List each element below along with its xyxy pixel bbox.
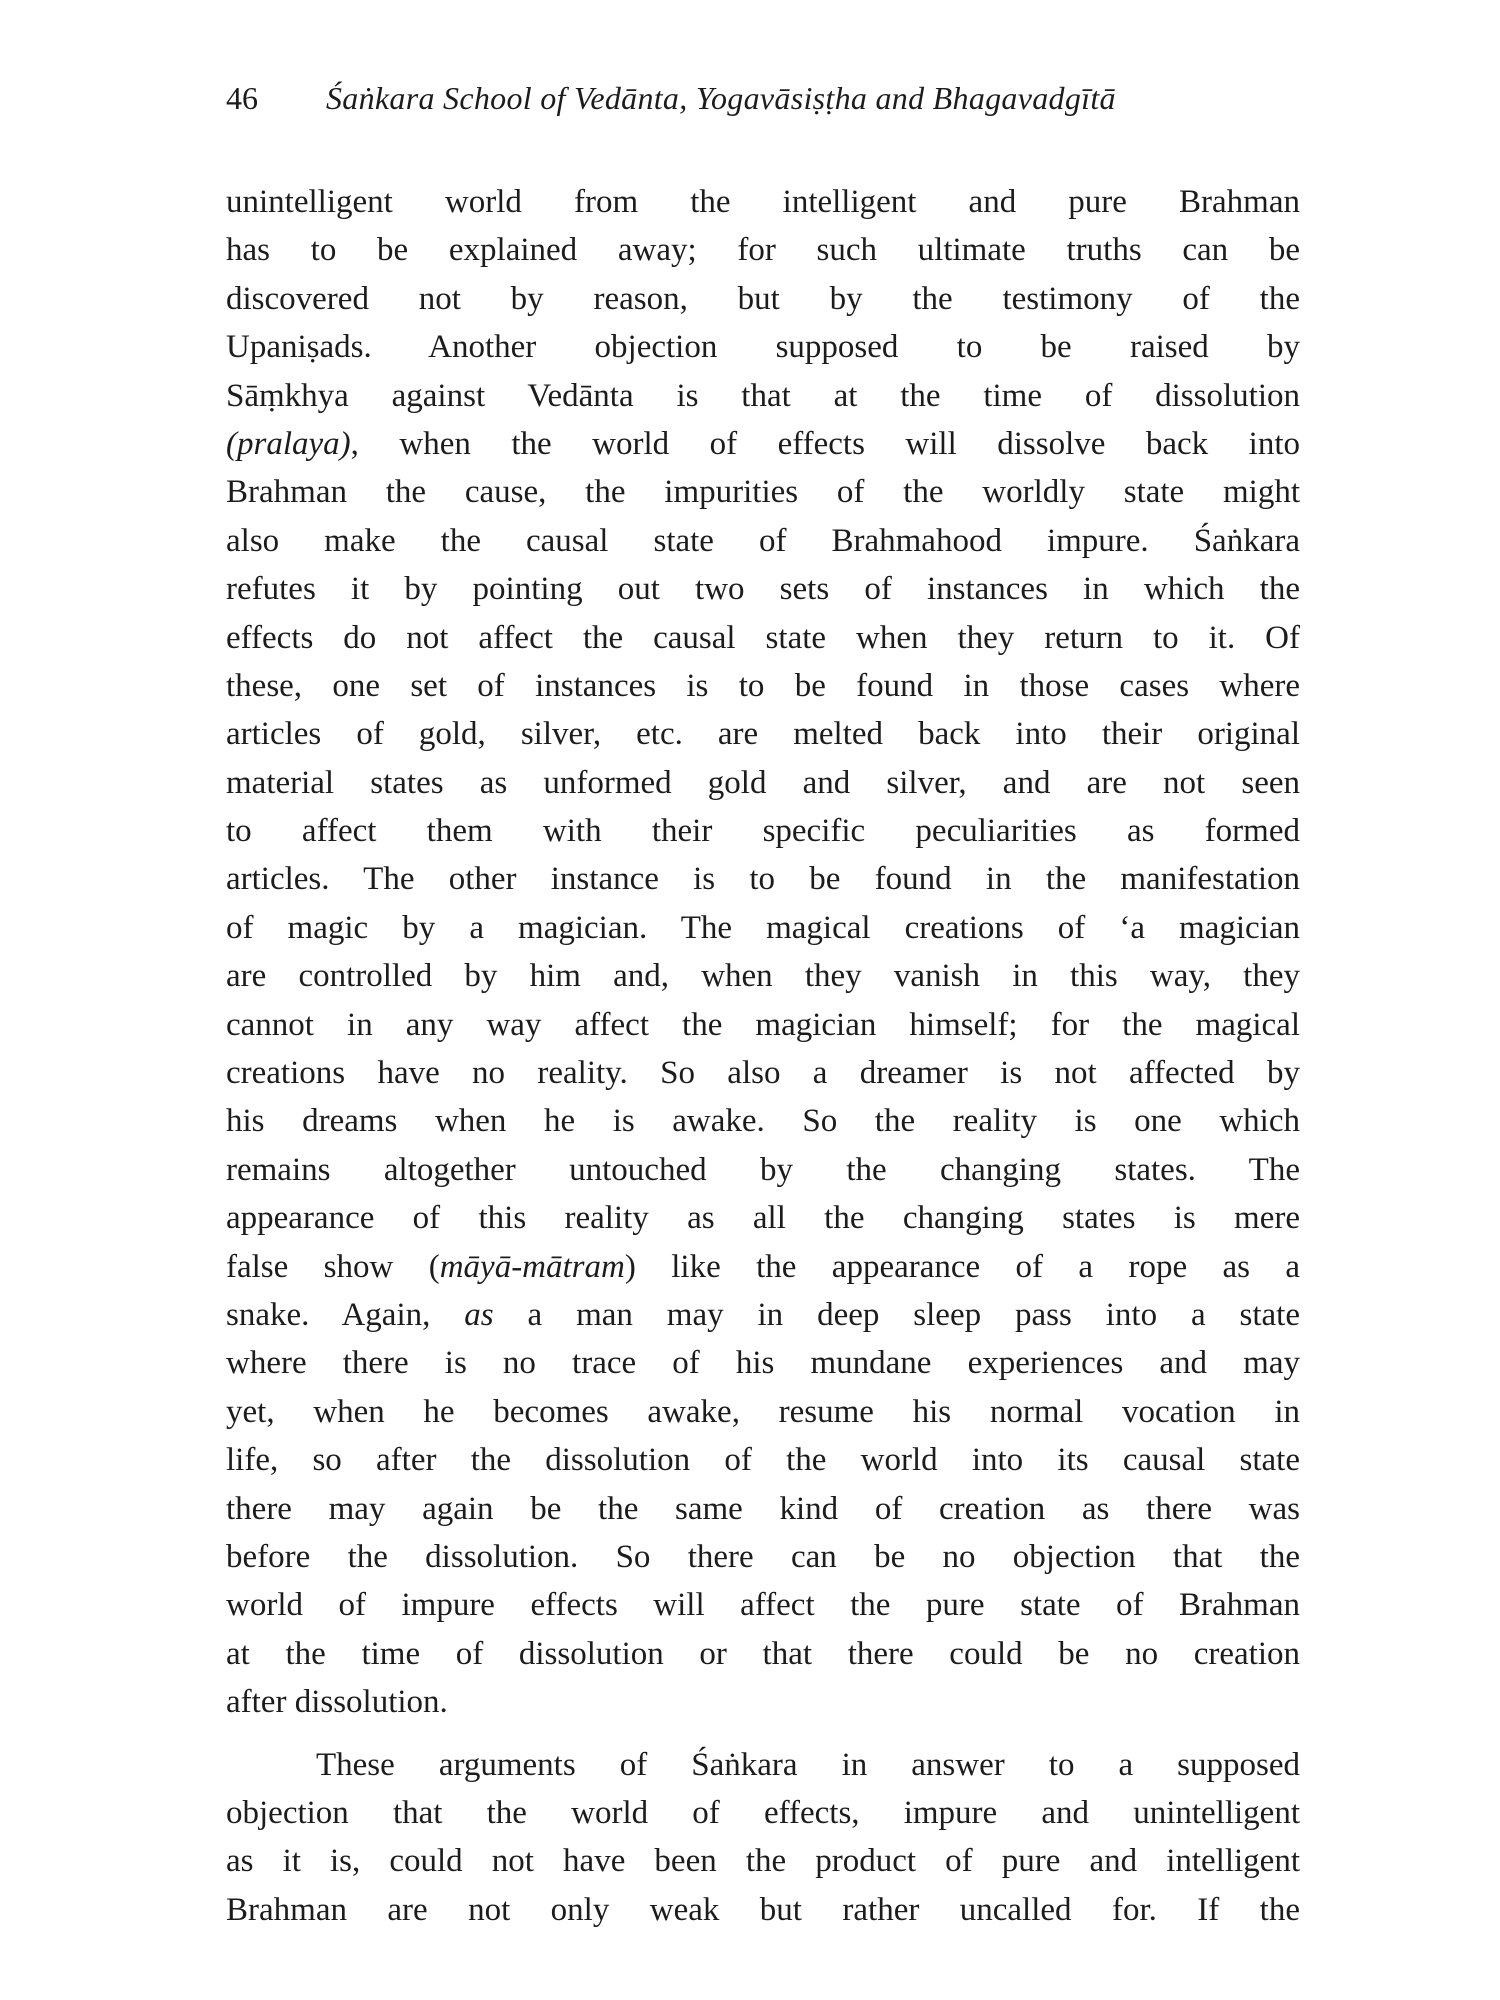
text-line: are controlled by him and, when they vanish in this way, they — [226, 958, 1300, 995]
text-line: to affect them with their specific peculiarities as formed — [226, 813, 1300, 850]
text-line — [226, 420, 1300, 468]
text-line: articles. The other instance is to be found in the manifestation — [226, 861, 1300, 898]
italic-term: (pralaya) — [226, 425, 351, 462]
running-head — [226, 80, 1300, 130]
text-line: appearance of this reality as all the changing states is mere — [226, 1200, 1300, 1237]
text-segment: ) like the appearance of a rope as a — [624, 1248, 1300, 1285]
text-line: creations have no reality. So also a dreamer is not affected by — [226, 1055, 1300, 1092]
text-line: discovered not by reason, but by the testimony of the — [226, 280, 1300, 317]
text-line — [226, 1291, 1300, 1339]
text-line: also make the causal state of Brahmahood impure. Śaṅkara — [226, 522, 1300, 559]
text-line: at the time of dissolution or that there could be no creation — [226, 1635, 1300, 1672]
text-line: material states as unformed gold and silver, and are not seen — [226, 764, 1300, 801]
text-line: where there is no trace of his mundane experiences and may — [226, 1345, 1300, 1382]
text-line: articles of gold, silver, etc. are melted back into their original — [226, 716, 1300, 753]
paragraph-1 — [226, 178, 1300, 1727]
text-segment: , when the world of effects will dissolve back into — [350, 425, 1300, 462]
text-line: remains altogether untouched by the changing states. The — [226, 1151, 1300, 1188]
text-line: after dissolution. — [226, 1684, 448, 1721]
running-title: Śaṅkara School of Vedānta, Yogavāsiṣṭha and Bhagavadgītā — [326, 80, 1116, 116]
text-line: effects do not affect the causal state when they return to it. Of — [226, 619, 1300, 656]
text-line: Upaniṣads. Another objection supposed to be raised by — [226, 329, 1300, 366]
text-line: objection that the world of effects, impure and unintelligent — [226, 1794, 1300, 1831]
text-line: life, so after the dissolution of the world into its causal state — [226, 1442, 1300, 1479]
text-line: cannot in any way affect the magician himself; for the magical — [226, 1006, 1300, 1043]
text-segment: false show ( — [226, 1248, 440, 1285]
italic-term: māyā-mātram — [439, 1248, 625, 1285]
body-text — [226, 178, 1300, 1934]
text-line — [226, 1243, 1300, 1291]
text-line: Brahman the cause, the impurities of the worldly state might — [226, 474, 1300, 511]
paragraph-2 — [226, 1741, 1300, 1935]
text-line: yet, when he becomes awake, resume his normal vocation in — [226, 1393, 1300, 1430]
text-line: before the dissolution. So there can be no objection that the — [226, 1538, 1300, 1575]
text-line: These arguments of Śaṅkara in answer to a supposed — [316, 1746, 1300, 1783]
page-number: 46 — [226, 80, 258, 116]
text-line: has to be explained away; for such ultimate truths can be — [226, 232, 1300, 269]
paragraph-gap — [226, 1727, 1300, 1741]
text-line: Brahman are not only weak but rather uncalled for. If the — [226, 1891, 1300, 1928]
italic-term: as — [464, 1296, 494, 1333]
text-segment: snake. Again, — [226, 1296, 465, 1333]
text-line: of magic by a magician. The magical creations of ‘a magician — [226, 909, 1300, 946]
text-segment: a man may in deep sleep pass into a state — [493, 1296, 1300, 1333]
text-line: there may again be the same kind of creation as there was — [226, 1490, 1300, 1527]
text-line: these, one set of instances is to be found in those cases where — [226, 667, 1300, 704]
text-line: Sāṃkhya against Vedānta is that at the time of dissolution — [226, 377, 1300, 414]
text-line: as it is, could not have been the product of pure and intelligent — [226, 1843, 1300, 1880]
text-line: unintelligent world from the intelligent and pure Brahman — [226, 184, 1300, 220]
text-line: his dreams when he is awake. So the reality is one which — [226, 1103, 1300, 1140]
text-line: refutes it by pointing out two sets of instances in which the — [226, 571, 1300, 608]
text-line: world of impure effects will affect the pure state of Brahman — [226, 1587, 1300, 1624]
